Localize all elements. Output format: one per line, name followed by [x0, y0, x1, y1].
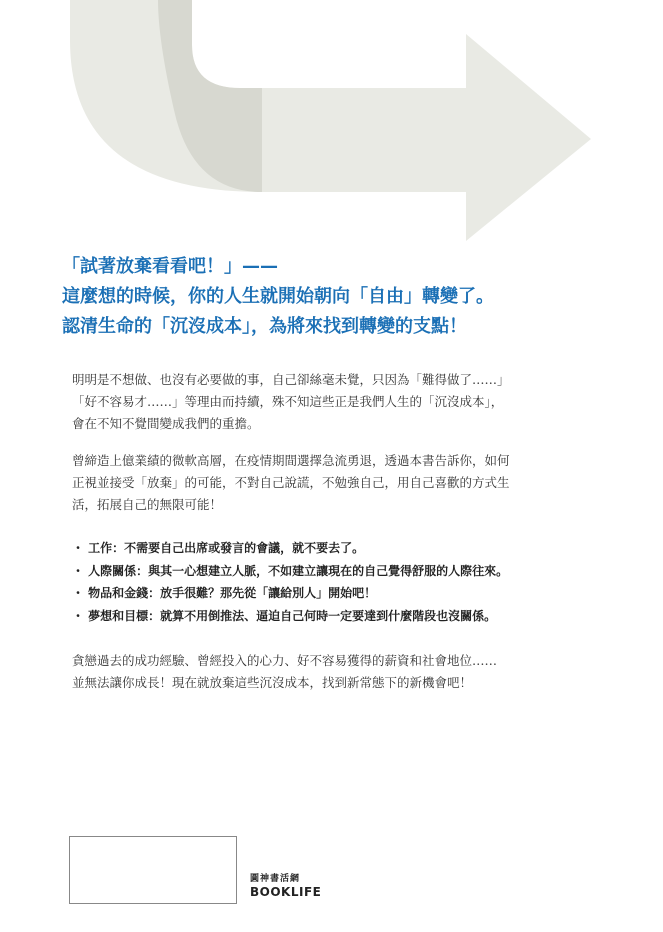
closing-line-2: 並無法讓你成長！現在就放棄這些沉沒成本，找到新常態下的新機會吧！	[72, 675, 473, 690]
intro-line-3: 會在不知不覺間變成我們的重擔。	[72, 416, 260, 431]
barcode-placeholder	[69, 836, 237, 904]
headline-line-1: 「試著放棄看看吧！」——	[62, 256, 278, 277]
author-line-3: 活，拓展自己的無限可能！	[72, 497, 223, 512]
closing-line-1: 貪戀過去的成功經驗、曾經投入的心力、好不容易獲得的薪資和社會地位……	[72, 653, 498, 668]
list-item: ・ 物品和金錢：放手很難？那先從「讓給別人」開始吧！	[72, 586, 377, 600]
list-item: ・ 夢想和目標：就算不用倒推法、逼迫自己何時一定要達到什麼階段也沒關係。	[72, 608, 497, 623]
headline-line-2: 這麼想的時候，你的人生就開始朝向「自由」轉變了。	[62, 286, 494, 307]
author-line-1: 曾締造上億業績的微軟高層，在疫情期間選擇急流勇退，透過本書告訴你，如何	[72, 453, 510, 468]
headline-line-3: 認清生命的「沉沒成本」，為將來找到轉變的支點！	[62, 316, 467, 337]
author-line-2: 正視並接受「放棄」的可能，不對自己說謊，不勉強自己，用自己喜歡的方式生	[72, 475, 510, 490]
intro-line-2: 「好不容易才……」等理由而持續，殊不知這些正是我們人生的「沉沒成本」，	[72, 394, 504, 409]
publisher-logo	[250, 874, 321, 899]
list-item: ・ 人際關係：與其一心想建立人脈，不如建立讓現在的自己覺得舒服的人際往來。	[72, 563, 509, 578]
intro-line-1: 明明是不想做、也沒有必要做的事，自己卻絲毫未覺，只因為「難得做了……」	[72, 372, 510, 387]
headline	[62, 252, 622, 342]
bullet-list	[72, 537, 632, 627]
curved-arrow-right-icon	[0, 0, 663, 250]
closing-paragraph	[72, 650, 602, 694]
list-item: ・ 工作：不需要自己出席或發言的會議，就不要去了。	[72, 541, 365, 555]
publisher-name-cn: 圓神書活網	[250, 874, 301, 884]
publisher-name-en: BOOKLIFE	[250, 885, 322, 899]
author-paragraph	[72, 450, 602, 516]
intro-paragraph	[72, 369, 602, 435]
